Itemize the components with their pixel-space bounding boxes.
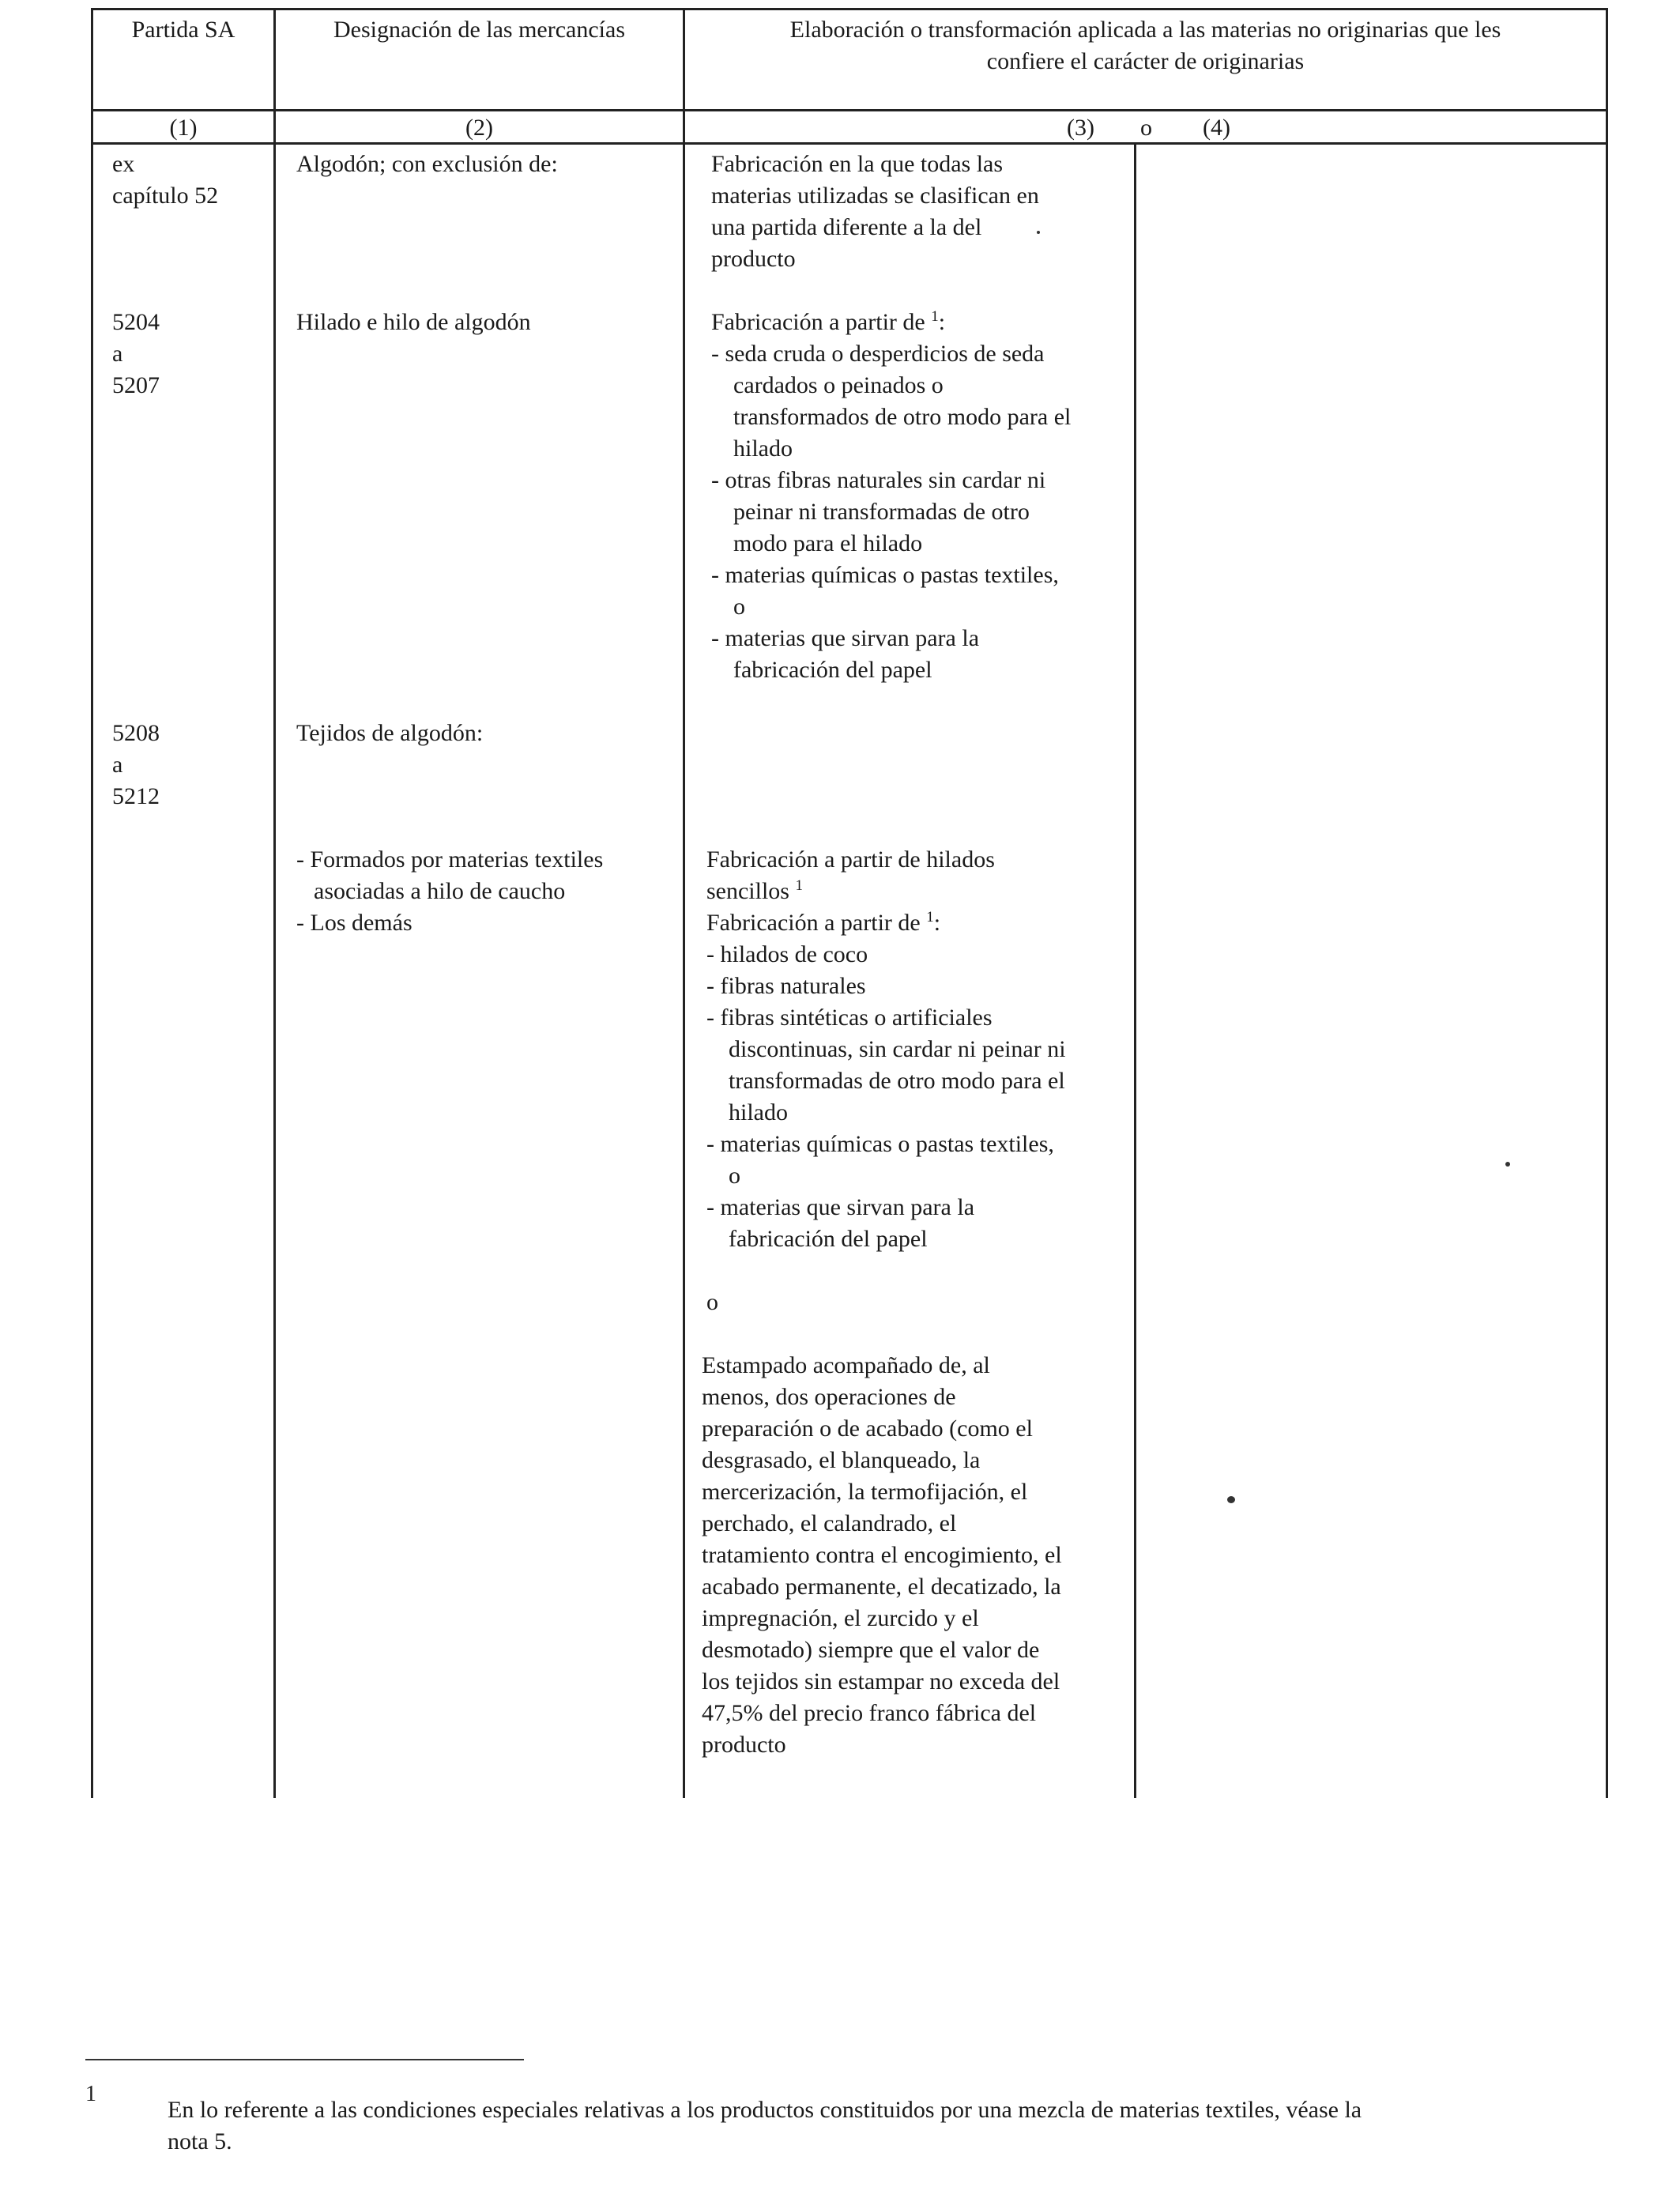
row4-rule-b-line: - materias químicas o pastas textiles, [706,1131,1054,1157]
row4-rule-b-colon: : [933,910,941,936]
footnote-line1: En lo referente a las condiciones especiales relativas a los productos constituidos por una mezcla de materias textiles, véase la [168,2097,1362,2123]
row2-code-line3: 5207 [112,372,160,398]
row2-rule-line: modo para el hilado [733,530,923,556]
colnum-or: o [1140,115,1152,141]
header-elaboracion-line2: confiere el carácter de originarias [986,48,1305,74]
col1-right-border [273,8,276,1798]
row4-rule-b-line: - fibras sintéticas o artificiales [706,1005,993,1031]
footnote-ref: 1 [795,877,803,894]
row4-rule-a-text: sencillos [706,878,789,904]
row4-rule-b-line: hilado [729,1099,788,1125]
row1-rule-line: Fabricación en la que todas las [711,151,1004,177]
row2-code-line1: 5204 [112,309,160,335]
row4-rule-a-line2 [706,876,803,907]
row4-rule-b-line: fabricación del papel [729,1226,928,1252]
row4-designation-line: asociadas a hilo de caucho [314,878,566,904]
row3-code-line1: 5208 [112,720,160,746]
table-right-border [1606,8,1608,1798]
row4-rule-b-line: o [729,1163,740,1189]
scan-speck [1227,1496,1235,1503]
row4-rule-b-line: discontinuas, sin cardar ni peinar ni [729,1036,1066,1062]
row3-code-line3: 5212 [112,783,160,809]
row4-rule-c-line: los tejidos sin estampar no exceda del [702,1668,1060,1695]
col3-right-border [1134,142,1136,1798]
row4-rule-c-line: preparación o de acabado (como el [702,1416,1033,1442]
row2-rule-line: cardados o peinados o [733,372,944,398]
row4-rule-b-line: - fibras naturales [706,973,866,999]
row4-rule-b-intro [706,907,940,939]
row4-rule-c-line: menos, dos operaciones de [702,1384,956,1410]
row3-code-line2: a [112,752,123,778]
row4-rule-c-line: tratamiento contra el encogimiento, el [702,1542,1062,1568]
row4-rule-c-line: acabado permanente, el decatizado, la [702,1574,1061,1600]
footnote-number: 1 [85,2082,96,2106]
row4-rule-c-line: producto [702,1732,786,1758]
row4-rule-b-line: - materias que sirvan para la [706,1194,975,1220]
row4-or-word: o [706,1289,718,1315]
scan-speck [1505,1162,1510,1167]
row4-rule-c-line: 47,5% del precio franco fábrica del [702,1700,1037,1726]
row2-rule-intro-colon: : [938,309,946,335]
scan-speck [1037,231,1040,234]
header-designacion: Designación de las mercancías [333,17,625,43]
row4-designation-line: - Los demás [296,910,412,936]
footnote-line2: nota 5. [168,2128,232,2154]
row1-code-line2: capítulo 52 [112,183,219,209]
row4-rule-a-line1: Fabricación a partir de hilados [706,846,995,873]
row4-rule-c-line: desmotado) siempre que el valor de [702,1637,1040,1663]
row2-rule-intro-text: Fabricación a partir de [711,309,925,335]
row1-rule-line: materias utilizadas se clasifican en [711,183,1039,209]
row2-code-line2: a [112,341,123,367]
row1-rule-line: una partida diferente a la del [711,214,982,240]
row2-designation: Hilado e hilo de algodón [296,309,531,335]
col2-right-border [683,8,685,1798]
row4-rule-b-line: transformadas de otro modo para el [729,1068,1065,1094]
table-left-border [91,8,93,1798]
row4-rule-b-intro-text: Fabricación a partir de [706,910,921,936]
row4-rule-c-line: impregnación, el zurcido y el [702,1605,979,1631]
footnote-ref: 1 [931,308,939,325]
row4-rule-b-line: - hilados de coco [706,941,868,967]
colnum-1: (1) [169,115,198,141]
row4-rule-c-line: Estampado acompañado de, al [702,1352,990,1378]
row2-rule-line: peinar ni transformadas de otro [733,499,1030,525]
colnum-4: (4) [1203,115,1230,141]
row2-rule-line: o [733,594,745,620]
table-top-border [91,8,1608,10]
row2-rule-line: - otras fibras naturales sin cardar ni [711,467,1046,493]
row2-rule-line: - materias químicas o pastas textiles, [711,562,1059,588]
row4-rule-c-line: mercerización, la termofijación, el [702,1479,1028,1505]
header-bottom-border [91,109,1608,111]
row2-rule-line: fabricación del papel [733,657,932,683]
row1-rule-line: producto [711,246,796,272]
row4-rule-c-line: desgrasado, el blanqueado, la [702,1447,981,1473]
row1-code-line1: ex [112,151,135,177]
row2-rule-line: - seda cruda o desperdicios de seda [711,341,1045,367]
row2-rule-line: - materias que sirvan para la [711,625,980,651]
row4-designation-line: - Formados por materias textiles [296,846,604,873]
row2-rule-intro [711,307,945,338]
colnum-2: (2) [465,115,493,141]
row2-rule-line: hilado [733,435,793,462]
footnote-ref: 1 [926,909,934,925]
row3-designation: Tejidos de algodón: [296,720,484,746]
row4-rule-c-line: perchado, el calandrado, el [702,1510,957,1536]
footnote-separator [85,2059,524,2060]
colnum-3: (3) [1067,115,1094,141]
row1-designation: Algodón; con exclusión de: [296,151,558,177]
header-elaboracion-line1: Elaboración o transformación aplicada a las materias no originarias que les [789,17,1501,43]
row2-rule-line: transformados de otro modo para el [733,404,1072,430]
header-partida: Partida SA [131,17,235,43]
